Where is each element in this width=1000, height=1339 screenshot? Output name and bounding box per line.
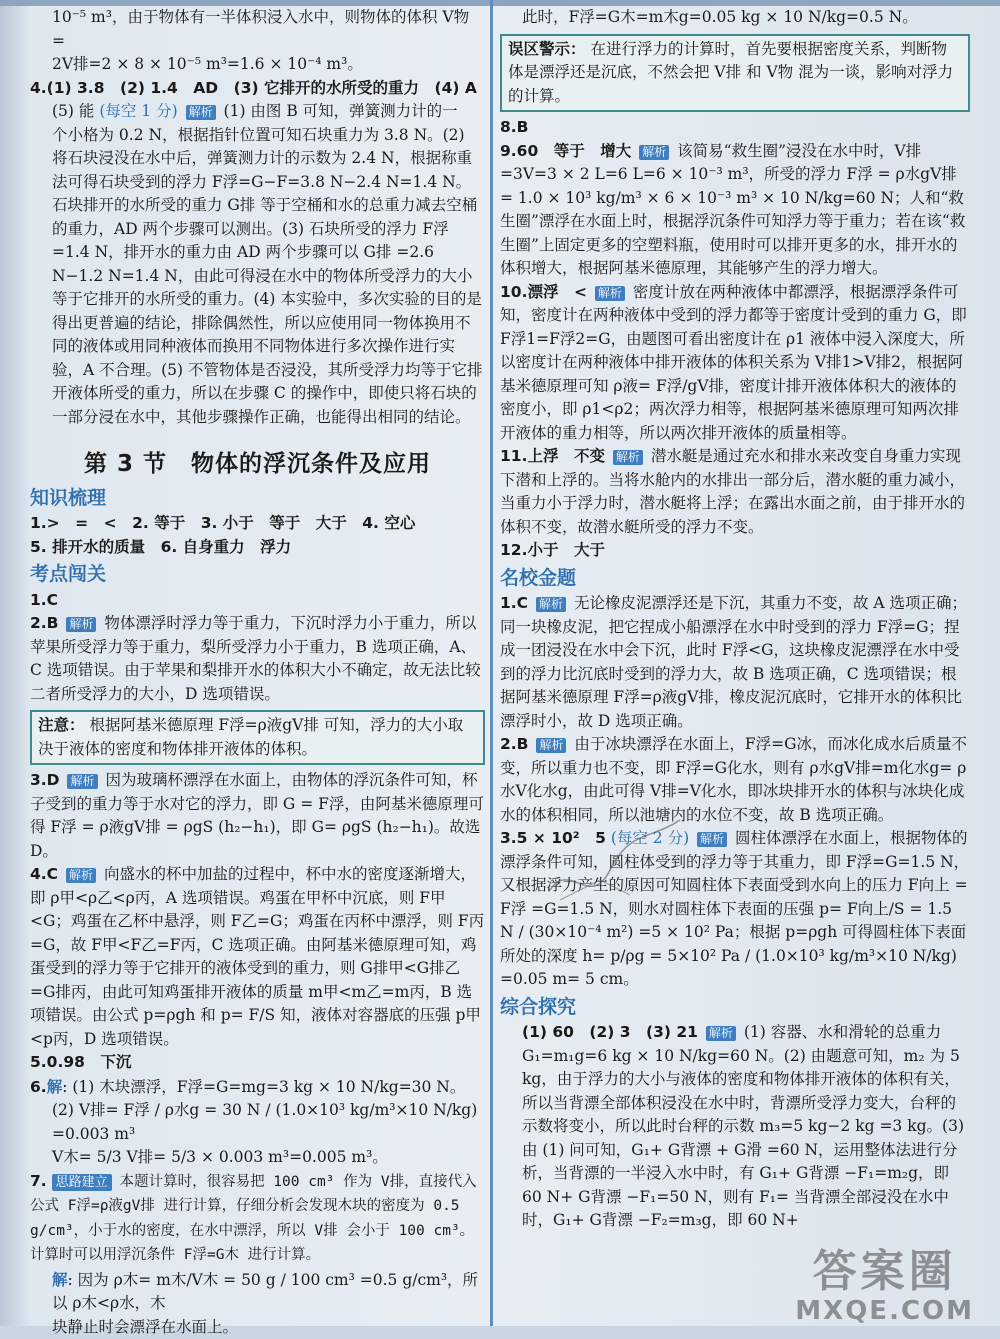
note-box (30, 710, 485, 765)
score-note: (每空 2 分) (611, 829, 689, 847)
answer-number: 9.60 等于 增大 (500, 142, 631, 160)
text-line: 2V排=2 × 8 × 10⁻⁵ m³=1.6 × 10⁻⁴ m³。 (30, 53, 485, 77)
warning-text: 在进行浮力的计算时，首先要根据密度关系，判断物体是漂浮还是沉底，不然会把 V排 和 V物 混为一谈，影响对浮力的计算。 (508, 40, 953, 105)
warning-box (500, 34, 970, 113)
watermark (795, 1248, 974, 1326)
answer-number: 4.C (30, 865, 58, 883)
solution-text: : (1) 木块漂浮，F浮=G=mg=3 kg × 10 N/kg=30 N。 (62, 1078, 465, 1096)
analysis-tag: 解析 (536, 597, 566, 612)
solution-text: 块静止时会漂浮在水面上。 (30, 1316, 485, 1339)
answer-number: 3.D (30, 771, 60, 789)
heading-kaodian: 考点闯关 (30, 563, 485, 587)
analysis-tag: 解析 (67, 774, 97, 789)
answer-text: (5) 能 (52, 102, 94, 120)
solution-line (30, 1268, 485, 1316)
answer-number: 6. (30, 1078, 47, 1096)
analysis-text: 圆柱体漂浮在水面上，根据物体的漂浮条件可知，圆柱体受到的浮力等于其重力，即 F浮=G=1.5 N，又根据浮力产生的原因可知圆柱体下表面受到水向上的压力 F向上 = F浮 =G=1.5 N，则水对圆柱体下表面的压强 p= F向上/S = 1.5 N / (30×10⁻⁴ m²) =5 × 10² Pa；根据 p=ρgh 可得圆柱体下表面所处的深度 h= p/ρg = 5×10² Pa / (1.0×10³ kg/m³×10 N/kg) =0.05 m= 5 cm。 (500, 829, 969, 988)
answer-text: (1) 由图 B 可知，弹簧测力计的一 (224, 102, 458, 120)
watermark-url: MXQE.COM (795, 1296, 974, 1326)
analysis-tag: 解析 (66, 617, 96, 632)
analysis-tag: 解析 (595, 286, 625, 301)
analysis-text: 由于冰块漂浮在水面上，F浮=G冰，而冰化成水后质量不变，所以重力也不变，即 F浮=G化水，则有 ρ水gV排=m化水g= ρ水V化水g，由此可得 V排=V化水，即冰块排开水的体积与冰块化成水的体积相同，所以池塘内的水位不变，故 B 选项正确。 (500, 735, 967, 824)
answer-1: 1.C (30, 589, 485, 613)
answer-8: 8.B (500, 116, 970, 140)
answer-12: 12.小于 大于 (500, 539, 970, 563)
answer-11 (500, 445, 970, 539)
analysis-tag: 解析 (536, 738, 566, 753)
solution-label: 解 (47, 1077, 63, 1096)
answer-4c (30, 863, 485, 1051)
answer-number: 3.5 × 10² 5 (500, 829, 606, 847)
answer-number: 2.B (500, 735, 529, 753)
solution-label: 解 (52, 1270, 68, 1289)
section-title: 第 3 节 物体的浮沉条件及应用 (30, 453, 485, 477)
heading-mingxiao: 名校金题 (500, 567, 970, 591)
analysis-text: 潜水艇是通过充水和排水来改变自身重力实现下潜和上浮的。当将水舱内的水排出一部分后，潜水艇的重力减小，当重力小于浮力时，潜水艇将上浮；在露出水面之前，由于排开水的体积不变，故潜水艇所受的浮力不变。 (500, 447, 965, 536)
answer-head: (1) 60 (2) 3 (3) 21 (522, 1023, 698, 1041)
note-text: 根据阿基米德原理 F浮=ρ液gV排 可知，浮力的大小取决于液体的密度和物体排开液体的体积。 (38, 716, 463, 758)
answer-number: 1.C (500, 594, 528, 612)
answer-head: 4.(1) 3.8 (2) 1.4 AD (3) 它排开的水所受的重力 (4) A (30, 79, 477, 97)
analysis-tag: 解析 (613, 450, 643, 465)
note-label: 注意： (38, 716, 85, 734)
analysis-text: 密度计放在两种液体中都漂浮，根据漂浮条件可知，密度计在两种液体中受到的浮力都等于密度计受到的重力 G，即 F浮1=F浮2=G，由题图可看出密度计在 ρ1 液体中浸入深度大，所以密度计在两种液体中排开液体的体积关系为 V排1>V排2，根据阿基米德原理可知 ρ液= F浮/gV排，密度计排开液体体积大的液体的密度小，即 ρ1<ρ2；两次浮力相等，根据阿基米德原理可知两次排开液体的重力相等，所以两次排开液体的质量相等。 (500, 283, 967, 442)
answer-2 (30, 612, 485, 706)
answer-5: 5.0.98 下沉 (30, 1051, 485, 1075)
text-line: 10⁻⁵ m³，由于物体有一半体积浸入水中，则物体的体积 V物 = (30, 6, 485, 53)
answer-number: 10.漂浮 < (500, 283, 587, 301)
answer-9 (500, 140, 970, 281)
thinking-tag: 思路建立 (52, 1174, 112, 1191)
analysis-tag: 解析 (697, 832, 727, 847)
analysis-text: 向盛水的杯中加盐的过程中，杯中水的密度逐渐增大，即 ρ甲<ρ乙<ρ丙，A 选项错误。鸡蛋在甲杯中沉底，则 F甲<G；鸡蛋在乙杯中悬浮，则 F乙=G；鸡蛋在丙杯中漂浮，则 F丙=G，故 F甲<F乙=F丙，C 选项正确。由阿基米德原理可知，鸡蛋受到的浮力等于它排开的液体受到的重力，则 G排甲<G排乙=G排丙，由此可知鸡蛋排开液体的质量 m甲<m乙=m丙，B 选项错误。由公式 p=ρgh 和 p= F/S 知，液体对容器底的压强 p甲<p丙，D 选项错误。 (30, 865, 484, 1048)
knowledge-line: 1.> = < 2. 等于 3. 小于 等于 大于 4. 空心 (30, 512, 485, 536)
analysis-text: 物体漂浮时浮力等于重力，下沉时浮力小于重力，所以苹果所受浮力等于重力，梨所受浮力小于重力，B 选项正确，A、C 选项错误。由于苹果和梨排开水的体积大小不确定，故无法比较二者所受浮力的大小，D 选项错误。 (30, 614, 481, 703)
analysis-tag: 解析 (706, 1026, 736, 1041)
answer-d (500, 1021, 970, 1233)
analysis-tag: 解析 (186, 105, 216, 120)
answer-6 (30, 1075, 485, 1100)
answer-number: 2.B (30, 614, 59, 632)
text-line: 此时，F浮=G木=m木g=0.05 kg × 10 N/kg=0.5 N。 (500, 6, 970, 30)
knowledge-line: 5. 排开水的质量 6. 自身重力 浮力 (30, 536, 485, 560)
analysis-tag: 解析 (66, 868, 96, 883)
score-note: (每空 1 分) (99, 102, 177, 120)
analysis-text: 因为玻璃杯漂浮在水面上，由物体的浮沉条件可知，杯子受到的重力等于水对它的浮力，即 G = F浮，由阿基米德原理可得 F浮 = ρ液gV排 = ρgS (h₂−h₁)，即 G= ρgS (h₂−h₁)。故选 D。 (30, 771, 484, 860)
heading-knowledge: 知识梳理 (30, 487, 485, 511)
answer-4 (30, 77, 485, 430)
column-divider (490, 0, 493, 1326)
analysis-tag: 解析 (639, 145, 669, 160)
answer-number: 11.上浮 不变 (500, 447, 605, 465)
watermark-logo: 答案圈 (795, 1248, 974, 1296)
answer-10 (500, 281, 970, 446)
answer-3 (30, 769, 485, 863)
warning-label: 误区警示： (508, 40, 586, 58)
solution-text: (2) V排= F浮 / ρ水g = 30 N / (1.0×10³ kg/m³×10 N/kg) =0.003 m³ (30, 1099, 485, 1146)
answer-c1 (500, 592, 970, 733)
analysis-text: (1) 容器、水和滑轮的总重力 G₁=m₁g=6 kg × 10 N/kg=60 N。(2) 由题意可知，m₂ 为 5 kg，由于浮力的大小与液体的密度和物体排开液体的体积有关，所以当背漂全部体积浸没在水中时，背漂所受浮力变大，台秤的示数将变小，所以此时台秤的示数 m₃=5 kg−2 kg =3 kg。(3) 由 (1) 问可知，G₁+ G背漂 + G滑 =60 N，运用整体法进行分析，当背漂的一半浸入水中时，有 G₁+ G背漂 −F₁=m₂g，即 60 N+ G背漂 −F₁=50 N，则有 F₁= 当背漂全部浸没在水中时，G₁+ G背漂 −F₂=m₃g，即 60 N+ (522, 1023, 964, 1229)
handwritten-scribble (540, 800, 690, 920)
answer-7 (30, 1170, 485, 1268)
solution-text: V木= 5/3 V排= 5/3 × 0.003 m³=0.005 m³。 (30, 1146, 485, 1170)
analysis-text: 该简易“救生圈”浸没在水中时，V排=3V=3 × 2 L=6 L=6 × 10⁻³ m³，所受的浮力 F浮 = ρ水gV排 = 1.0 × 10³ kg/m³ × 6 × 10⁻³ m³ × 10 N/kg=60 N；人和“救生圈”漂浮在水面上时，根据浮沉条件可知浮力等于重力；若在该“救生圈”上固定更多的空塑料瓶，使用时可以排开更多的水，排开水的体积增大，根据阿基米德原理，其能够产生的浮力增大。 (500, 142, 965, 278)
analysis-text: 个小格为 0.2 N，根据指针位置可知石块重力为 3.8 N。(2) 将石块浸没在水中后，弹簧测力计的示数为 2.4 N，根据称重法可得石块受到的浮力 F浮=G−F=3.8 N−2.4 N=1.4 N。石块排开的水所受的重力 G排 等于空桶和水的总重力减去空桶的重力，AD 两个步骤可以测出。(3) 石块所受的浮力 F浮 =1.4 N，排开水的重力由 AD 两个步骤可以 G排 =2.6 N−1.2 N=1.4 N，由此可得浸在水中的物体所受浮力的大小等于它排开的水所受的重力。(4) 本实验中，多次实验的目的是得出更普遍的结论，排除偶然性，所以应使用同一物体换用不同的液体或用同种液体而换用不同物体进行多次操作进行实验，A 不合理。(5) 不管物体是否浸没，其所受浮力均等于它排开液体所受的重力，所以在步骤 C 的操作中，即使只将石块的一部分浸在水中，其他步骤操作正确，也能得出相同的结论。 (30, 124, 485, 430)
thinking-text: 本题计算时，很容易把 100 cm³ 作为 V排，直接代入公式 F浮=ρ液gV排 进行计算，仔细分析会发现木块的密度为 0.5 g/cm³，小于水的密度，在水中漂浮，所以 V排 会小于 100 cm³。计算时可以用浮沉条件 F浮=G木 进行计算。 (30, 1174, 477, 1264)
right-column (500, 6, 970, 1233)
analysis-text: 无论橡皮泥漂浮还是下沉，其重力不变，故 A 选项正确；同一块橡皮泥，把它捏成小船漂浮在水中时受到的浮力 F浮=G；捏成一团浸没在水中会下沉，此时 F浮<G，这块橡皮泥漂浮在水中受到的浮力比沉底时受到的浮力大，故 B 选项正确，C 选项错误；根据阿基米德原理 F浮=ρ液gV排，橡皮泥沉底时，它排开水的体积比漂浮时小，故 D 选项正确。 (500, 594, 967, 730)
answer-number: 7. (30, 1172, 47, 1190)
left-column (30, 6, 485, 1339)
solution-text: : 因为 ρ木= m木/V木 = 50 g / 100 cm³ =0.5 g/cm³，所以 ρ木<ρ水，木 (52, 1271, 478, 1313)
heading-zonghe: 综合探究 (500, 996, 970, 1020)
